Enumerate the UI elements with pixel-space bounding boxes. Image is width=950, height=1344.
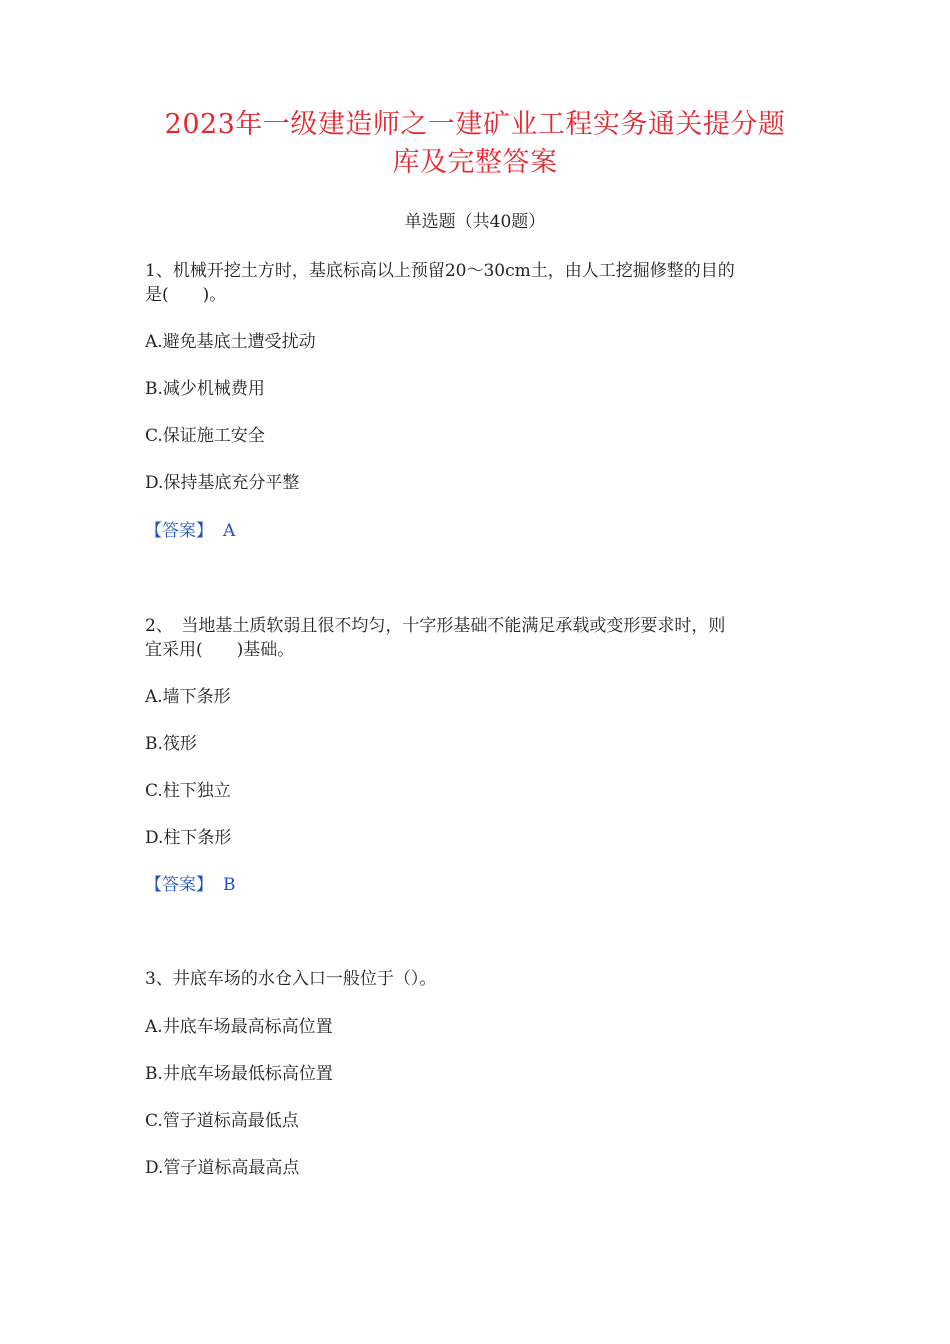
document-title — [120, 106, 830, 182]
section-heading: 单选题（共40题） — [404, 212, 546, 232]
question-2-answer — [145, 873, 236, 897]
question-2-stem-line-2: 宜采用( )基础。 — [145, 640, 295, 660]
question-2-option-b: B.筏形 — [145, 734, 197, 754]
question-1-answer — [145, 519, 235, 543]
question-2-stem-line-1: 2、 当地基土质软弱且很不均匀，十字形基础不能满足承载或变形要求时，则 — [145, 616, 726, 636]
question-3-option-a: A.井底车场最高标高位置 — [145, 1017, 333, 1037]
question-3-option-d: D.管子道标高最高点 — [145, 1158, 300, 1178]
title-line-1: 2023年一级建造师之一建矿业工程实务通关提分题 — [164, 109, 786, 140]
question-2-option-d: D.柱下条形 — [145, 828, 232, 848]
question-2-option-a: A.墙下条形 — [145, 687, 231, 707]
question-3-option-c: C.管子道标高最低点 — [145, 1111, 299, 1131]
answer-label: 【答案】 — [145, 521, 213, 541]
question-3-option-b: B.井底车场最低标高位置 — [145, 1064, 333, 1084]
answer-value: A — [223, 521, 236, 541]
question-1-option-d: D.保持基底充分平整 — [145, 473, 300, 493]
question-3-stem-line-1: 3、井底车场的水仓入口一般位于（）。 — [145, 969, 437, 989]
question-1-option-c: C.保证施工安全 — [145, 426, 265, 446]
answer-label: 【答案】 — [145, 875, 213, 895]
question-1-stem-line-1: 1、机械开挖土方时，基底标高以上预留20～30cm土，由人工挖掘修整的目的 — [145, 261, 735, 281]
question-2-option-c: C.柱下独立 — [145, 781, 231, 801]
answer-value: B — [223, 875, 236, 895]
question-1-stem-line-2: 是( )。 — [145, 285, 227, 305]
question-1-option-b: B.减少机械费用 — [145, 379, 265, 399]
question-1-option-a: A.避免基底土遭受扰动 — [145, 332, 316, 352]
title-line-2: 库及完整答案 — [392, 147, 558, 178]
